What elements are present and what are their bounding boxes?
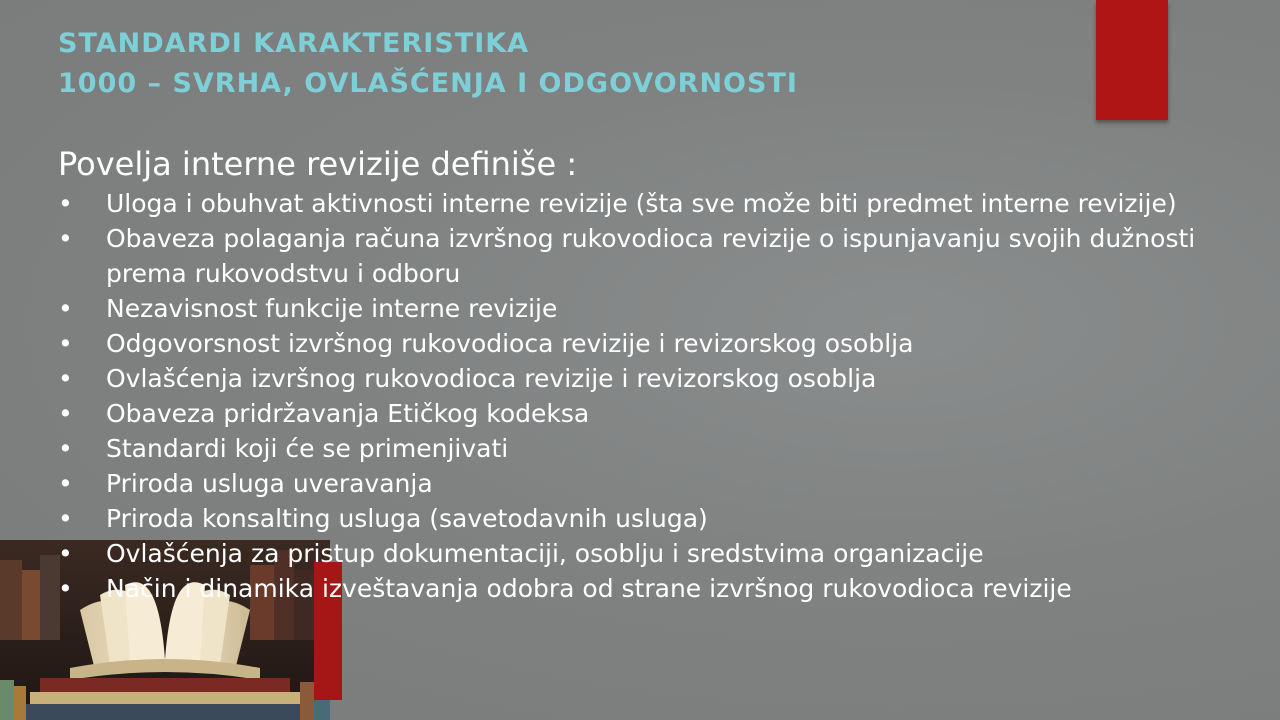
list-item	[58, 431, 1238, 466]
list-item	[58, 186, 1238, 221]
title-line-1: STANDARDI KARAKTERISTIKA	[58, 28, 530, 59]
list-item-text: Ovlašćenja za pristup dokumentaciji, osoblju i sredstvima organizacije	[106, 539, 984, 568]
list-item	[58, 361, 1238, 396]
bullet-marker: •	[58, 189, 73, 218]
list-item-text: Priroda usluga uveravanja	[106, 469, 433, 498]
list-item-text: Priroda konsalting usluga (savetodavnih usluga)	[106, 504, 708, 533]
slide-title	[58, 24, 798, 104]
list-item-text: Obaveza polaganja računa izvršnog rukovodioca revizije o ispunjavanju svojih dužnosti prema rukovodstvu i odboru	[106, 224, 1196, 288]
list-item-text: Uloga i obuhvat aktivnosti interne revizije (šta sve može biti predmet interne revizije)	[106, 189, 1177, 218]
list-item-text: Nezavisnost funkcije interne revizije	[106, 294, 558, 323]
list-item-text: Način i dinamika izveštavanja odobra od strane izvršnog rukovodioca revizije	[106, 574, 1072, 603]
bullet-marker: •	[58, 224, 73, 253]
decorative-red-bar-top	[1096, 0, 1168, 120]
title-line-2: 1000 – SVRHA, OVLAŠĆENJA I ODGOVORNOSTI	[58, 68, 798, 99]
list-item	[58, 466, 1238, 501]
list-item	[58, 536, 1238, 571]
list-item	[58, 396, 1238, 431]
bullet-marker: •	[58, 469, 73, 498]
bullet-marker: •	[58, 434, 73, 463]
list-item	[58, 501, 1238, 536]
bullet-list	[58, 186, 1238, 606]
bullet-marker: •	[58, 399, 73, 428]
bullet-marker: •	[58, 364, 73, 393]
bullet-marker: •	[58, 294, 73, 323]
bullet-marker: •	[58, 504, 73, 533]
list-item	[58, 326, 1238, 361]
bullet-marker: •	[58, 539, 73, 568]
list-item-text: Obaveza pridržavanja Etičkog kodeksa	[106, 399, 590, 428]
list-item-text: Odgovorsnost izvršnog rukovodioca revizije i revizorskog osoblja	[106, 329, 914, 358]
list-item	[58, 571, 1238, 606]
list-item	[58, 221, 1238, 291]
bullet-marker: •	[58, 329, 73, 358]
list-item	[58, 291, 1238, 326]
bullet-marker: •	[58, 574, 73, 603]
section-heading: Povelja interne revizije definiše :	[58, 145, 578, 183]
list-item-text: Ovlašćenja izvršnog rukovodioca revizije i revizorskog osoblja	[106, 364, 877, 393]
list-item-text: Standardi koji će se primenjivati	[106, 434, 509, 463]
